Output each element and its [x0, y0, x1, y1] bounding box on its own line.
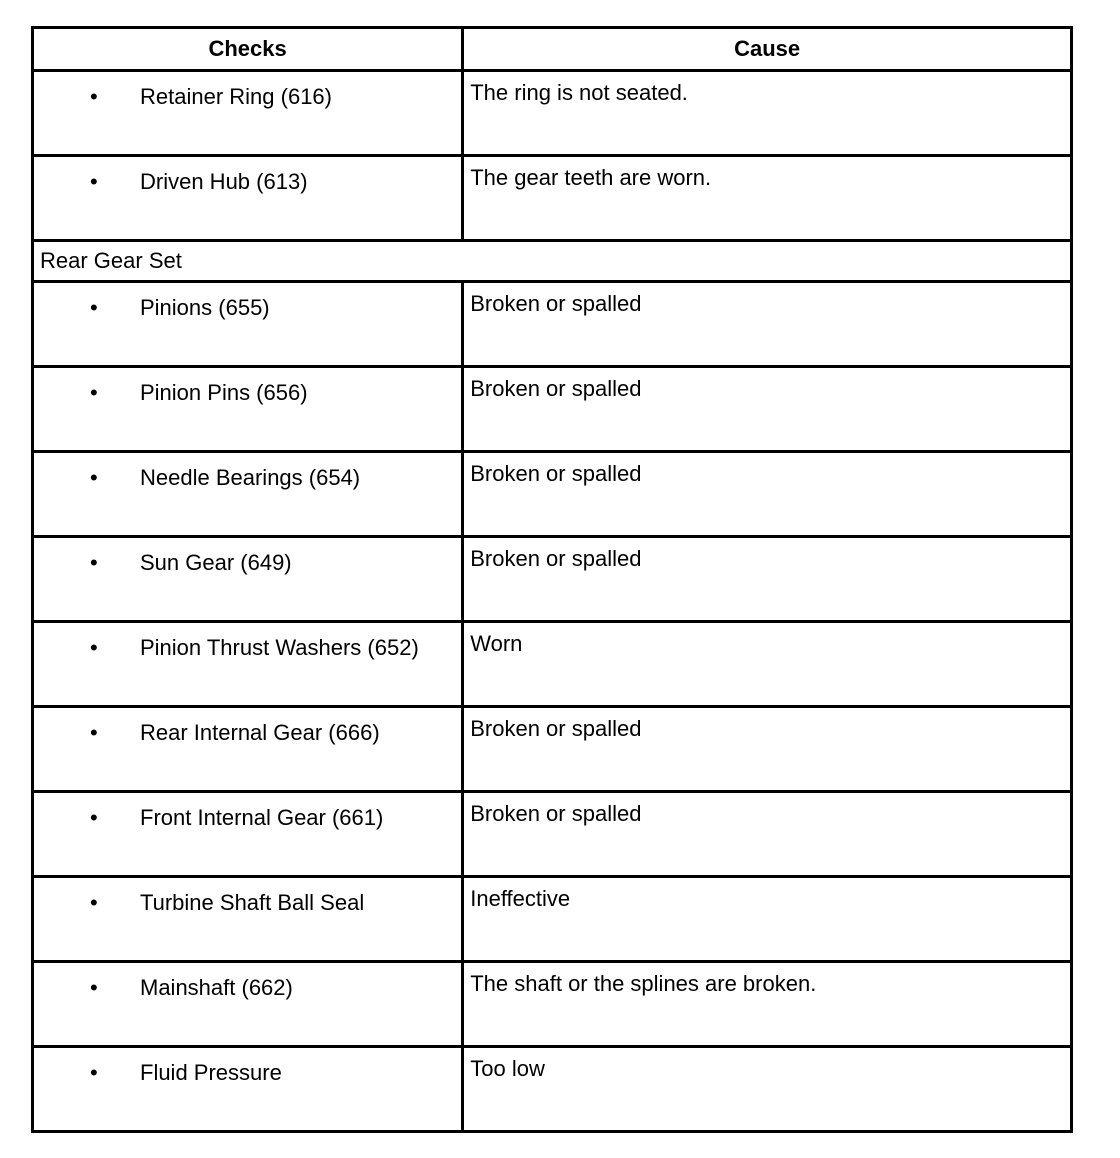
check-label: Rear Internal Gear (666): [140, 720, 380, 745]
table-row: [33, 367, 1072, 452]
cause-cell: [463, 71, 1072, 156]
bullet-icon: •: [90, 635, 98, 660]
check-cell: [33, 452, 463, 537]
cause-label: Worn: [470, 631, 523, 656]
table-row: [33, 707, 1072, 792]
cause-label: Too low: [470, 1056, 545, 1081]
cause-label: The shaft or the splines are broken.: [470, 971, 817, 996]
check-cell: [33, 877, 463, 962]
table-row: [33, 71, 1072, 156]
check-cell: [33, 282, 463, 367]
check-cell: [33, 71, 463, 156]
check-label: Mainshaft (662): [140, 975, 293, 1000]
cause-cell: [463, 877, 1072, 962]
check-cell: [33, 792, 463, 877]
cause-cell: [463, 367, 1072, 452]
cause-cell: [463, 962, 1072, 1047]
cause-cell: [463, 1047, 1072, 1132]
check-cell: [33, 1047, 463, 1132]
cause-cell: [463, 792, 1072, 877]
table-row: [33, 792, 1072, 877]
cause-label: Broken or spalled: [470, 461, 642, 486]
cause-label: Broken or spalled: [470, 291, 642, 316]
check-label: Retainer Ring (616): [140, 84, 332, 109]
check-cell: [33, 622, 463, 707]
check-label: Pinion Thrust Washers (652): [140, 635, 419, 660]
table-row: [33, 537, 1072, 622]
cause-cell: [463, 707, 1072, 792]
check-cell: [33, 537, 463, 622]
cause-cell: [463, 282, 1072, 367]
bullet-icon: •: [90, 975, 98, 1000]
bullet-icon: •: [90, 84, 98, 109]
table-row: [33, 282, 1072, 367]
table-row: [33, 452, 1072, 537]
check-label: Fluid Pressure: [140, 1060, 282, 1085]
bullet-icon: •: [90, 890, 98, 915]
bullet-icon: •: [90, 805, 98, 830]
cause-label: Ineffective: [470, 886, 571, 911]
table-row: [33, 877, 1072, 962]
table-row: [33, 1047, 1072, 1132]
table-row: [33, 622, 1072, 707]
checks-cause-table: [31, 26, 1073, 1133]
cause-cell: [463, 156, 1072, 241]
check-cell: [33, 367, 463, 452]
table-body: [33, 71, 1072, 1132]
check-label: Driven Hub (613): [140, 169, 308, 194]
section-row: [33, 241, 1072, 282]
cause-label: Broken or spalled: [470, 376, 642, 401]
check-label: Turbine Shaft Ball Seal: [140, 890, 365, 915]
table-row: [33, 962, 1072, 1047]
table-row: [33, 156, 1072, 241]
bullet-icon: •: [90, 169, 98, 194]
bullet-icon: •: [90, 295, 98, 320]
cause-column-header: Cause: [463, 28, 1072, 71]
check-label: Sun Gear (649): [140, 550, 292, 575]
check-cell: [33, 962, 463, 1047]
check-cell: [33, 707, 463, 792]
cause-cell: [463, 452, 1072, 537]
bullet-icon: •: [90, 550, 98, 575]
cause-label: Broken or spalled: [470, 801, 642, 826]
cause-cell: [463, 537, 1072, 622]
check-cell: [33, 156, 463, 241]
check-label: Front Internal Gear (661): [140, 805, 384, 830]
section-label: Rear Gear Set: [33, 241, 1072, 282]
cause-label: Broken or spalled: [470, 716, 642, 741]
bullet-icon: •: [90, 465, 98, 490]
check-label: Pinions (655): [140, 295, 270, 320]
bullet-icon: •: [90, 1060, 98, 1085]
cause-cell: [463, 622, 1072, 707]
cause-label: The ring is not seated.: [470, 80, 688, 105]
check-label: Pinion Pins (656): [140, 380, 308, 405]
bullet-icon: •: [90, 720, 98, 745]
check-label: Needle Bearings (654): [140, 465, 361, 490]
checks-column-header: Checks: [33, 28, 463, 71]
table-header-row: [33, 28, 1072, 71]
cause-label: Broken or spalled: [470, 546, 642, 571]
bullet-icon: •: [90, 380, 98, 405]
cause-label: The gear teeth are worn.: [470, 165, 712, 190]
